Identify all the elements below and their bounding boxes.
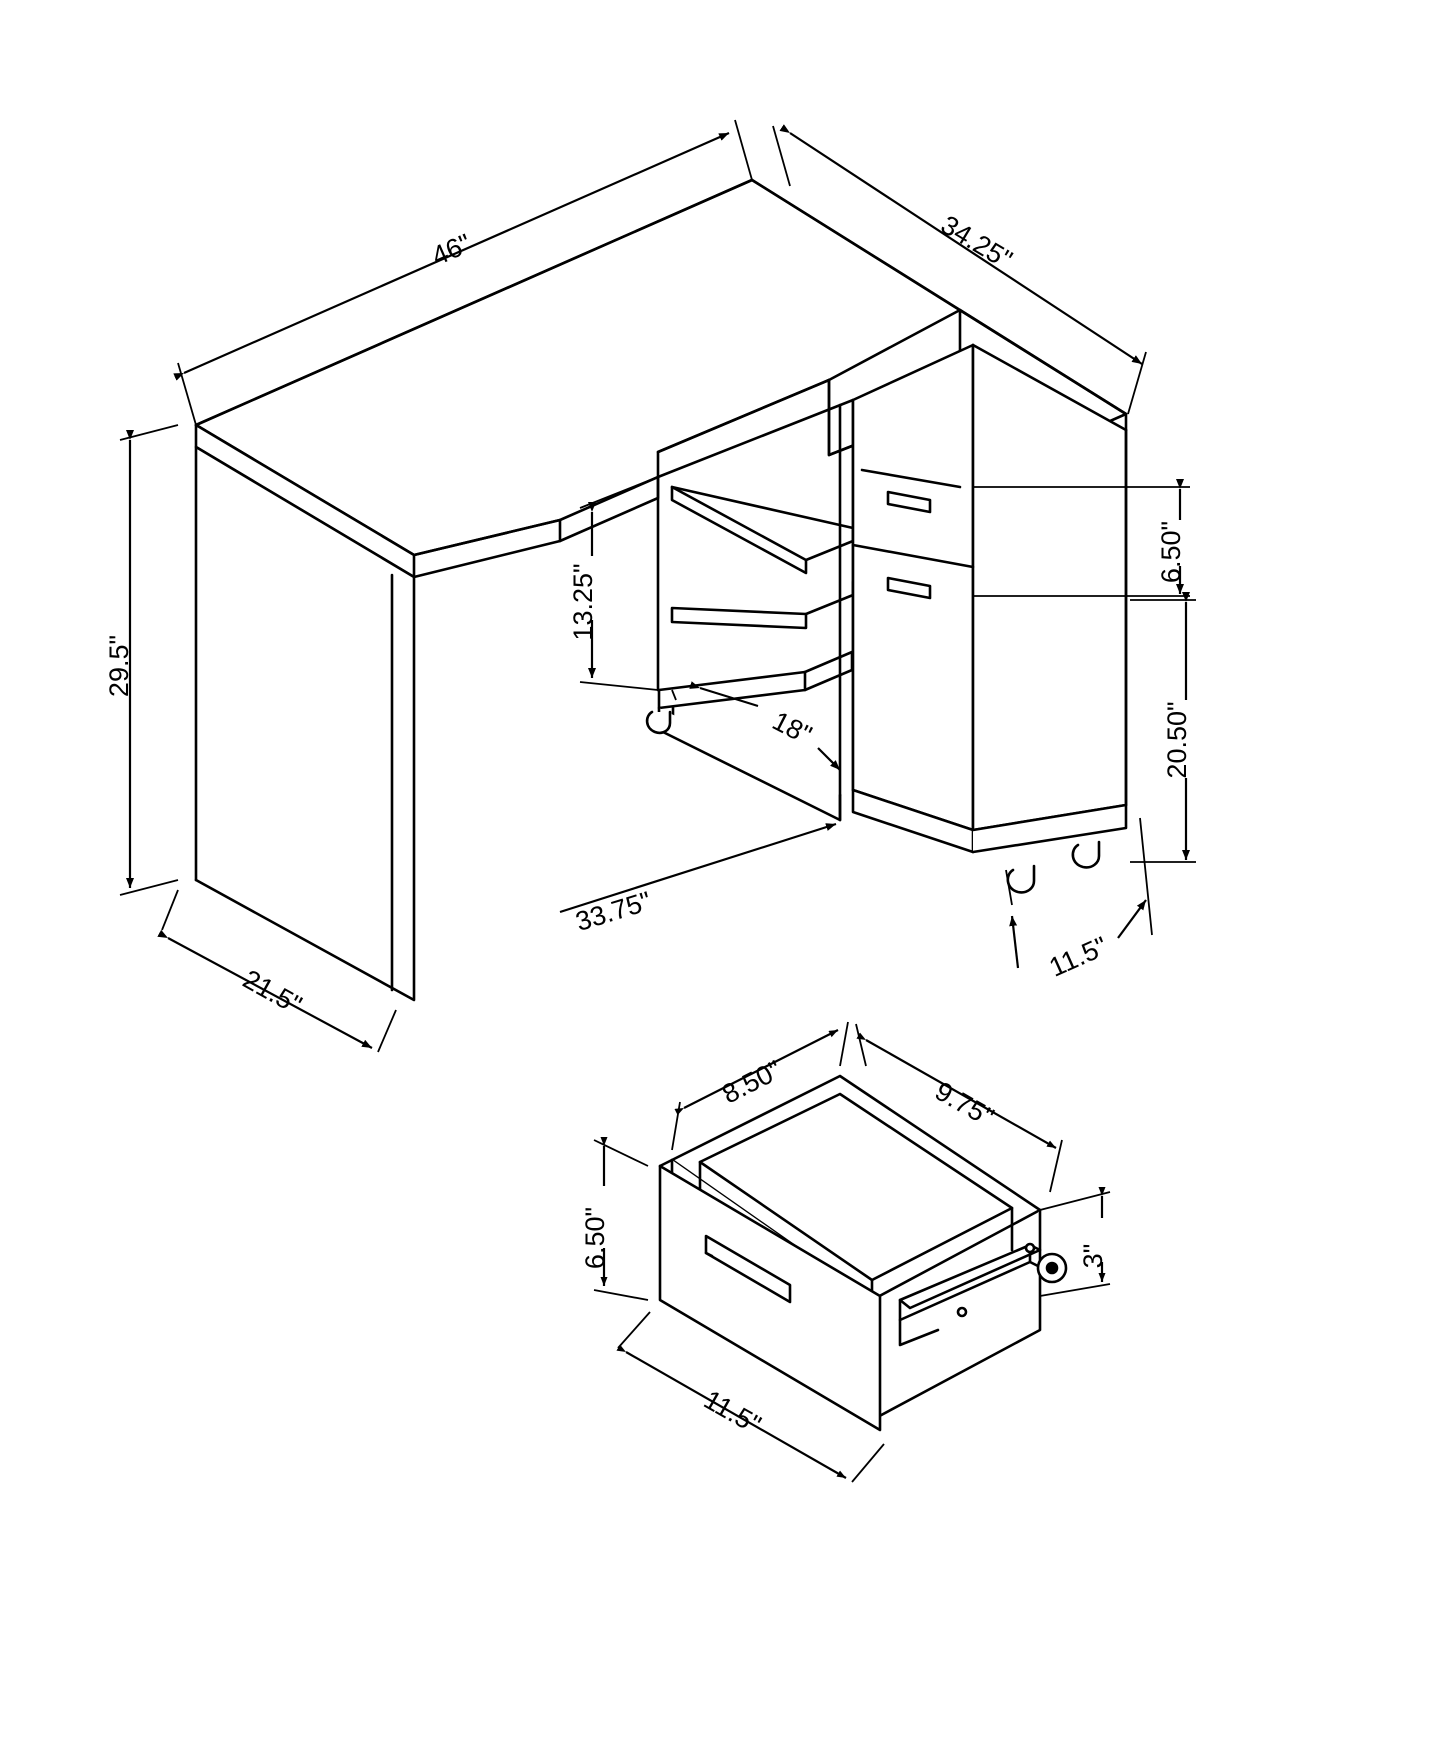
dim-label-18: 18" (767, 705, 817, 751)
drawer-detail (660, 1076, 1066, 1430)
dim-label-11-5-drawer: 11.5" (698, 1384, 766, 1441)
dim-label-6-50: 6.50" (1156, 520, 1186, 584)
dim-label-11-5: 11.5" (1044, 930, 1112, 983)
dim-label-46: 46" (427, 228, 476, 272)
dim-label-33-75: 33.75" (572, 885, 655, 938)
dim-label-3: 3" (1078, 1243, 1108, 1269)
dim-label-20-50: 20.50" (1162, 701, 1192, 779)
dim-label-6-50-drawer: 6.50" (580, 1206, 610, 1270)
dim-label-8-50: 8.50" (717, 1054, 787, 1110)
dim-label-21-5: 21.5" (237, 963, 307, 1021)
dim-label-34-25: 34.25" (935, 209, 1018, 276)
desk-body (196, 180, 1126, 1000)
dim-label-9-75: 9.75" (930, 1075, 999, 1133)
dim-label-13-25: 13.25" (568, 563, 598, 641)
dim-label-29-5: 29.5" (104, 634, 134, 698)
